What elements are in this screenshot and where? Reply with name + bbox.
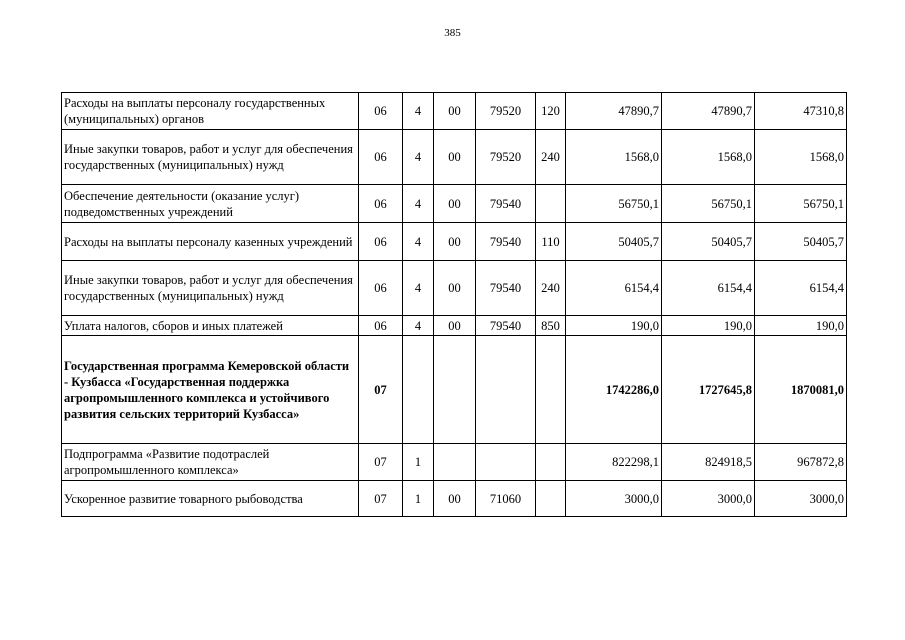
page-number: 385 (444, 27, 461, 39)
expense-type-code: 110 (536, 223, 566, 261)
amount-year-3: 56750,1 (755, 185, 847, 223)
amount-year-3: 6154,4 (755, 261, 847, 316)
amount-year-1: 190,0 (566, 316, 662, 336)
table-row (62, 130, 847, 185)
row-name: Ускоренное развитие товарного рыбоводства (62, 481, 359, 517)
amount-year-3: 47310,8 (755, 93, 847, 130)
expense-type-code: 120 (536, 93, 566, 130)
amount-year-2: 47890,7 (662, 93, 755, 130)
amount-year-3: 3000,0 (755, 481, 847, 517)
row-name: Уплата налогов, сборов и иных платежей (62, 316, 359, 336)
subprogram-code (403, 336, 434, 444)
amount-year-2: 6154,4 (662, 261, 755, 316)
row-name: Расходы на выплаты персоналу государственных (муниципальных) органов (62, 93, 359, 130)
section-code: 07 (359, 336, 403, 444)
section-code: 07 (359, 481, 403, 517)
table-row (62, 223, 847, 261)
budget-table (61, 92, 847, 517)
section-code: 06 (359, 130, 403, 185)
subprogram-code: 4 (403, 93, 434, 130)
subprogram-code: 1 (403, 481, 434, 517)
category-code: 00 (434, 130, 476, 185)
direction-code (476, 336, 536, 444)
table-row (62, 336, 847, 444)
expense-type-code (536, 185, 566, 223)
category-code: 00 (434, 261, 476, 316)
category-code: 00 (434, 316, 476, 336)
category-code: 00 (434, 93, 476, 130)
category-code (434, 444, 476, 481)
direction-code (476, 444, 536, 481)
direction-code: 79520 (476, 93, 536, 130)
subprogram-code: 4 (403, 261, 434, 316)
table-row (62, 444, 847, 481)
row-name: Подпрограмма «Развитие подотраслей агропромышленного комплекса» (62, 444, 359, 481)
table-row (62, 93, 847, 130)
direction-code: 79540 (476, 316, 536, 336)
expense-type-code: 240 (536, 130, 566, 185)
row-name: Расходы на выплаты персоналу казенных учреждений (62, 223, 359, 261)
expense-type-code: 240 (536, 261, 566, 316)
table-row (62, 185, 847, 223)
direction-code: 71060 (476, 481, 536, 517)
amount-year-1: 1568,0 (566, 130, 662, 185)
expense-type-code (536, 336, 566, 444)
amount-year-2: 56750,1 (662, 185, 755, 223)
amount-year-1: 6154,4 (566, 261, 662, 316)
category-code: 00 (434, 223, 476, 261)
subprogram-code: 4 (403, 316, 434, 336)
section-code: 06 (359, 316, 403, 336)
amount-year-1: 3000,0 (566, 481, 662, 517)
amount-year-3: 50405,7 (755, 223, 847, 261)
subprogram-code: 1 (403, 444, 434, 481)
amount-year-3: 190,0 (755, 316, 847, 336)
amount-year-3: 1568,0 (755, 130, 847, 185)
direction-code: 79520 (476, 130, 536, 185)
row-name: Государственная программа Кемеровской области - Кузбасса «Государственная поддержка агропромышленного комплекса и устойчивого развития сельских территорий Кузбасса» (62, 336, 359, 444)
table-row (62, 261, 847, 316)
category-code: 00 (434, 481, 476, 517)
amount-year-2: 50405,7 (662, 223, 755, 261)
amount-year-1: 822298,1 (566, 444, 662, 481)
subprogram-code: 4 (403, 130, 434, 185)
section-code: 06 (359, 93, 403, 130)
section-code: 06 (359, 261, 403, 316)
table-row (62, 316, 847, 336)
section-code: 06 (359, 185, 403, 223)
amount-year-1: 56750,1 (566, 185, 662, 223)
amount-year-1: 1742286,0 (566, 336, 662, 444)
section-code: 07 (359, 444, 403, 481)
amount-year-2: 1727645,8 (662, 336, 755, 444)
amount-year-1: 50405,7 (566, 223, 662, 261)
row-name: Обеспечение деятельности (оказание услуг) подведомственных учреждений (62, 185, 359, 223)
amount-year-2: 1568,0 (662, 130, 755, 185)
category-code (434, 336, 476, 444)
direction-code: 79540 (476, 185, 536, 223)
direction-code: 79540 (476, 261, 536, 316)
amount-year-2: 824918,5 (662, 444, 755, 481)
amount-year-3: 1870081,0 (755, 336, 847, 444)
amount-year-3: 967872,8 (755, 444, 847, 481)
category-code: 00 (434, 185, 476, 223)
direction-code: 79540 (476, 223, 536, 261)
subprogram-code: 4 (403, 185, 434, 223)
amount-year-1: 47890,7 (566, 93, 662, 130)
amount-year-2: 190,0 (662, 316, 755, 336)
expense-type-code (536, 444, 566, 481)
table-row (62, 481, 847, 517)
section-code: 06 (359, 223, 403, 261)
row-name: Иные закупки товаров, работ и услуг для обеспечения государственных (муниципальных) нужд (62, 130, 359, 185)
row-name: Иные закупки товаров, работ и услуг для обеспечения государственных (муниципальных) нужд (62, 261, 359, 316)
expense-type-code: 850 (536, 316, 566, 336)
expense-type-code (536, 481, 566, 517)
subprogram-code: 4 (403, 223, 434, 261)
amount-year-2: 3000,0 (662, 481, 755, 517)
